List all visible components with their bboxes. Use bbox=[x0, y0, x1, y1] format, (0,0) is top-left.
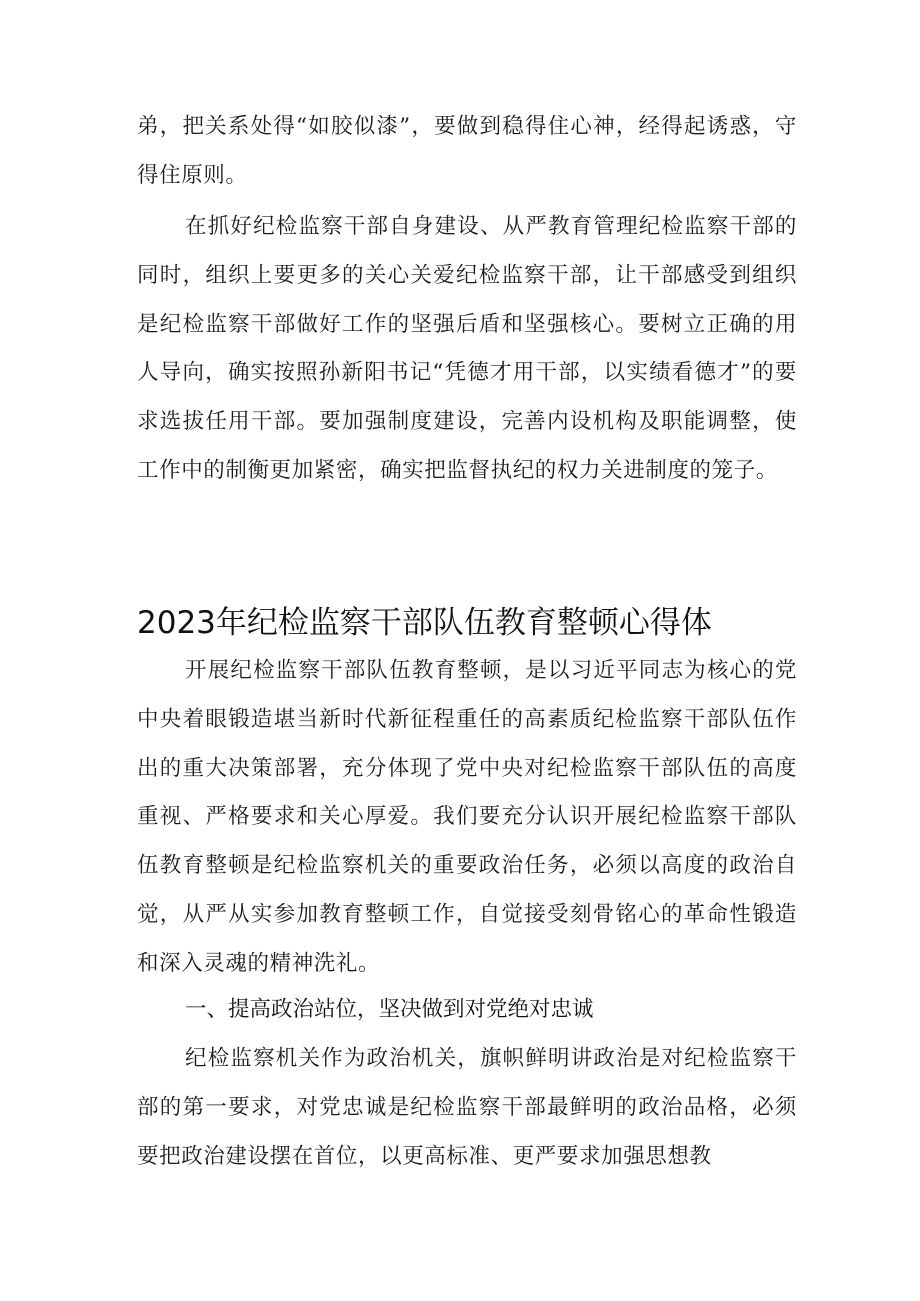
paragraph-political-loyalty: 纪检监察机关作为政治机关，旗帜鲜明讲政治是对纪检监察干部的第一要求，对党忠诚是纪检监察干部最鲜明的政治品格，必须要把政治建设摆在首位，以更高标准、更严要求加强思想教 bbox=[137, 1046, 797, 1169]
section-heading: 一、提高政治站位，坚决做到对党绝对忠诚 bbox=[185, 997, 594, 1022]
paragraph-education-rectification: 开展纪检监察干部队伍教育整顿，是以习近平同志为核心的党中央着眼锻造堪当新时代新征程重任的高素质纪检监察干部队伍作出的重大决策部署，充分体现了党中央对纪检监察干部队伍的高度重视、严格要求和关心厚爱。我们要充分认识开展纪检监察干部队伍教育整顿是纪检监察机关的重要政治任务，必须以高度的政治自觉，从严从实参加教育整顿工作，自觉接受刻骨铭心的革命性锻造和深入灵魂的精神洗礼。 bbox=[137, 658, 797, 976]
paragraph-cadre-care: 在抓好纪检监察干部自身建设、从严教育管理纪检监察干部的同时，组织上要更多的关心关爱纪检监察干部，让干部感受到组织是纪检监察干部做好工作的坚强后盾和坚强核心。要树立正确的用人导向，确实按照孙新阳书记“凭德才用干部，以实绩看德才”的要求选拔任用干部。要加强制度建设，完善内设机构及职能调整，使工作中的制衡更加紧密，确实把监督执纪的权力关进制度的笼子。 bbox=[137, 214, 797, 483]
document-title: 2023年纪检监察干部队伍教育整顿心得体 bbox=[137, 605, 712, 641]
paragraph-continued: 弟，把关系处得“如胶似漆”，要做到稳得住心神，经得起诱惑，守得住原则。 bbox=[137, 114, 797, 188]
